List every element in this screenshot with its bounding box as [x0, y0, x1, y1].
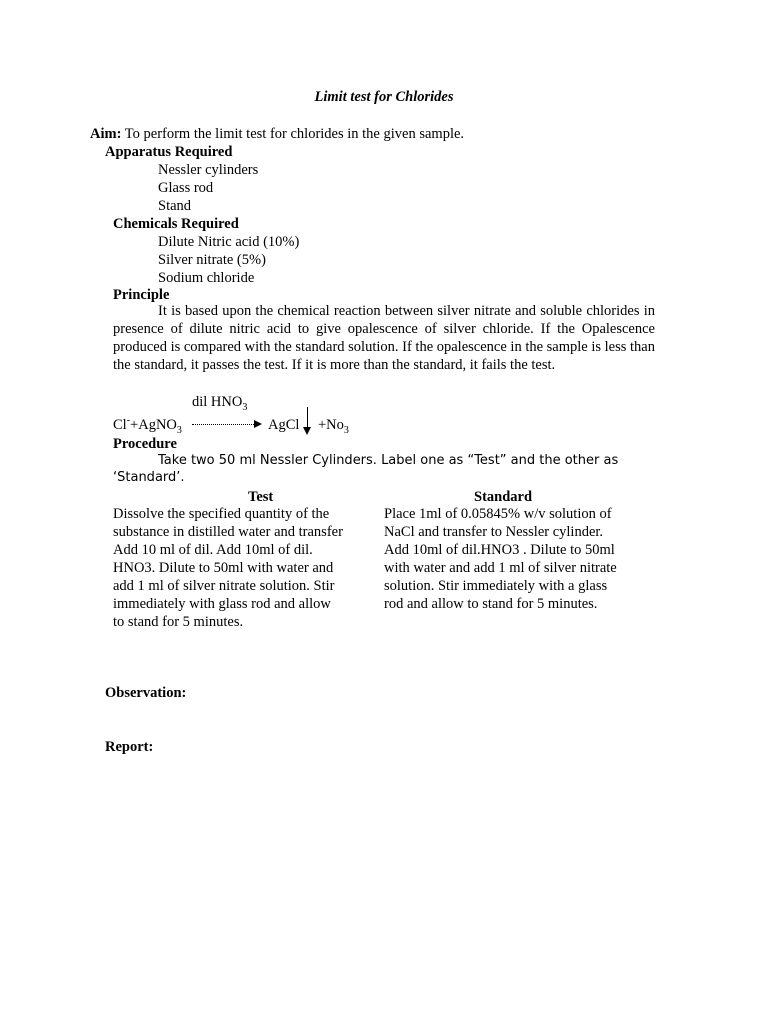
aim-text: To perform the limit test for chlorides in the given sample.	[121, 126, 465, 142]
principle-text: It is based upon the chemical reaction between silver nitrate and soluble chlorides in presence of dilute nitric acid to give opalescence of silver chloride. If the Opalescence produced is compared with the standard solution. If the opalescence in the sample is less than the standard, it passes the test. If it is more than the standard, it fails the test.	[113, 303, 655, 373]
test-column	[113, 505, 343, 631]
standard-line: NaCl and transfer to Nessler cylinder.	[384, 524, 604, 540]
procedure-heading: Procedure	[113, 436, 177, 452]
chemical-item: Silver nitrate (5%)	[158, 252, 266, 268]
chemical-item: Dilute Nitric acid (10%)	[158, 234, 300, 250]
standard-heading: Standard	[474, 489, 533, 505]
observation-label: Observation:	[105, 685, 187, 701]
procedure-intro-line: Take two 50 ml Nessler Cylinders. Label one as “Test” and the other as	[158, 453, 619, 468]
reaction-reactants: Cl-+AgNO$_3$	[113, 415, 182, 436]
reaction-arrow-line	[192, 424, 258, 425]
test-heading: Test	[248, 489, 274, 505]
reaction-condition: dil $HNO_3$	[192, 394, 248, 413]
test-line: HNO3. Dilute to 50ml with water and	[113, 560, 334, 576]
reaction-product-agcl: AgCl	[268, 417, 300, 433]
apparatus-item: Glass rod	[158, 180, 214, 196]
standard-line: with water and add 1 ml of silver nitrate	[384, 560, 617, 576]
test-line: to stand for 5 minutes.	[113, 614, 244, 630]
reaction-arrow-icon	[254, 420, 262, 428]
principle-paragraph	[113, 302, 655, 374]
report-label: Report:	[105, 739, 154, 755]
aim-line	[90, 125, 464, 143]
test-line: Dissolve the specified quantity of the	[113, 506, 330, 522]
page-title: Limit test for Chlorides	[314, 89, 454, 105]
precipitate-arrow-icon	[303, 427, 311, 435]
apparatus-heading: Apparatus Required	[105, 144, 233, 160]
standard-line: Add 10ml of dil.HNO3 . Dilute to 50ml	[384, 542, 615, 558]
chemicals-heading: Chemicals Required	[113, 216, 239, 232]
chemical-item: Sodium chloride	[158, 270, 255, 286]
aim-label: Aim:	[90, 126, 122, 142]
test-line: immediately with glass rod and allow	[113, 596, 331, 612]
test-line: substance in distilled water and transfer	[113, 524, 343, 540]
standard-line: rod and allow to stand for 5 minutes.	[384, 596, 598, 612]
apparatus-item: Stand	[158, 198, 192, 214]
procedure-intro-line: ‘Standard’.	[113, 470, 185, 485]
test-line: Add 10 ml of dil. Add 10ml of dil.	[113, 542, 313, 558]
reaction-product-no3: $+No_3$	[318, 417, 349, 436]
standard-line: Place 1ml of 0.05845% w/v solution of	[384, 506, 612, 522]
precipitate-arrow-line	[307, 407, 308, 429]
standard-line: solution. Stir immediately with a glass	[384, 578, 608, 594]
apparatus-item: Nessler cylinders	[158, 162, 259, 178]
standard-column	[384, 505, 617, 613]
principle-heading: Principle	[113, 287, 170, 303]
test-line: add 1 ml of silver nitrate solution. Stir	[113, 578, 335, 594]
